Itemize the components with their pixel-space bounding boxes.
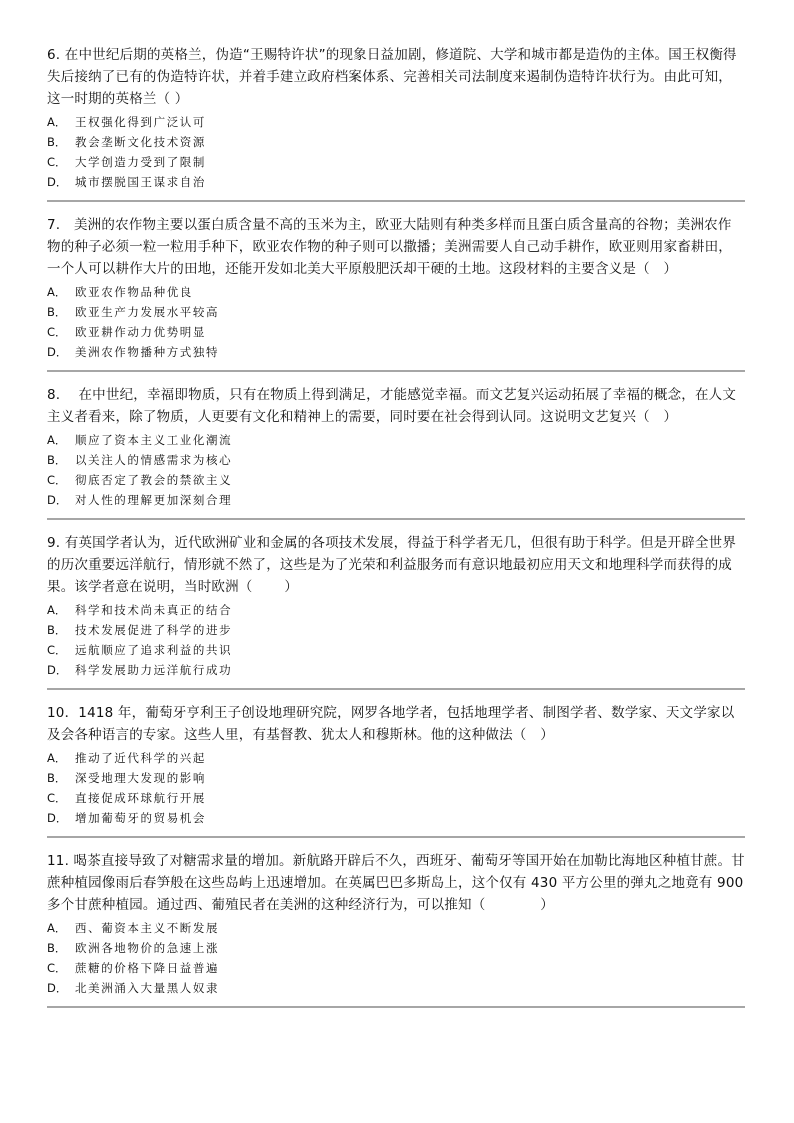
option-a[interactable] <box>47 600 745 620</box>
option-text: 科学发展助力远洋航行成功 <box>75 663 233 677</box>
question-stem: 8. 在中世纪，幸福即物质，只有在物质上得到满足，才能感觉幸福。而文艺复兴运动拓展了幸福的概念，在人文主义者看来，除了物质，人更要有文化和精神上的需要，同时要在社会得到认同。这说明文艺复兴（ ） <box>47 387 737 425</box>
option-list <box>47 918 745 998</box>
option-b[interactable] <box>47 620 745 640</box>
option-letter: D． <box>47 981 68 995</box>
option-d[interactable] <box>47 490 745 510</box>
option-letter: A． <box>47 285 67 299</box>
question-6 <box>47 44 745 192</box>
option-text: 增加葡萄牙的贸易机会 <box>75 811 206 825</box>
option-d[interactable] <box>47 660 745 680</box>
option-letter: C． <box>47 325 67 339</box>
option-letter: B． <box>47 771 67 785</box>
option-b[interactable] <box>47 450 745 470</box>
option-text: 城市摆脱国王谋求自治 <box>75 175 206 189</box>
option-d[interactable] <box>47 342 745 362</box>
option-text: 彻底否定了教会的禁欲主义 <box>75 473 233 487</box>
option-letter: B． <box>47 453 67 467</box>
option-text: 欧亚耕作动力优势明显 <box>75 325 206 339</box>
option-letter: C． <box>47 155 67 169</box>
option-letter: B． <box>47 135 67 149</box>
question-stem: 9. 有英国学者认为，近代欧洲矿业和金属的各项技术发展，得益于科学者无几，但很有助于科学。但是开辟全世界的历次重要远洋航行，情形就不然了，这些是为了光荣和利益服务而有意识地最初应用天文和地理科学而获得的成果。该学者意在说明，当时欧洲（ ） <box>47 535 737 595</box>
option-d[interactable] <box>47 808 745 828</box>
option-text: 顺应了资本主义工业化潮流 <box>75 433 233 447</box>
option-b[interactable] <box>47 938 745 958</box>
option-letter: B． <box>47 941 67 955</box>
option-letter: B． <box>47 623 67 637</box>
option-letter: B． <box>47 305 67 319</box>
option-list <box>47 282 745 362</box>
question-divider <box>47 370 745 372</box>
option-text: 直接促成环球航行开展 <box>75 791 206 805</box>
option-text: 以关注人的情感需求为核心 <box>75 453 233 467</box>
option-letter: D． <box>47 663 68 677</box>
question-stem: 11. 喝茶直接导致了对糖需求量的增加。新航路开辟后不久，西班牙、葡萄牙等国开始在加勒比海地区种植甘蔗。甘蔗种植园像雨后春笋般在这些岛屿上迅速增加。在英属巴巴多斯岛上，这个仅有 430 平方公里的弹丸之地竟有 900 多个甘蔗种植园。通过西、葡殖民者在美洲的这种经济行为，可以推知（ ） <box>47 853 745 913</box>
question-divider <box>47 1006 745 1008</box>
option-letter: C． <box>47 473 67 487</box>
option-text: 远航顺应了追求利益的共识 <box>75 643 233 657</box>
option-c[interactable] <box>47 152 745 172</box>
option-text: 教会垄断文化技术资源 <box>75 135 206 149</box>
question-11 <box>47 850 745 998</box>
question-divider <box>47 836 745 838</box>
option-d[interactable] <box>47 978 745 998</box>
option-c[interactable] <box>47 640 745 660</box>
option-d[interactable] <box>47 172 745 192</box>
option-list <box>47 748 745 828</box>
option-c[interactable] <box>47 470 745 490</box>
option-c[interactable] <box>47 958 745 978</box>
option-text: 对人性的理解更加深刻合理 <box>75 493 233 507</box>
option-a[interactable] <box>47 282 745 302</box>
option-c[interactable] <box>47 788 745 808</box>
option-letter: C． <box>47 643 67 657</box>
option-letter: A． <box>47 921 67 935</box>
option-text: 西、葡资本主义不断发展 <box>75 921 220 935</box>
option-list <box>47 600 745 680</box>
option-letter: C． <box>47 791 67 805</box>
option-letter: A． <box>47 433 67 447</box>
option-b[interactable] <box>47 302 745 322</box>
option-a[interactable] <box>47 918 745 938</box>
question-10 <box>47 702 745 828</box>
option-letter: D． <box>47 811 68 825</box>
option-list <box>47 430 745 510</box>
option-letter: A． <box>47 603 67 617</box>
option-letter: D． <box>47 345 68 359</box>
question-stem: 7. 美洲的农作物主要以蛋白质含量不高的玉米为主，欧亚大陆则有种类多样而且蛋白质含量高的谷物；美洲农作物的种子必须一粒一粒用手种下，欧亚农作物的种子则可以撒播；美洲需要人自己动手耕作，欧亚则用家畜耕田，一个人可以耕作大片的田地，还能开发如北美大平原般肥沃却干硬的土地。这段材料的主要含义是（ ） <box>47 217 732 277</box>
option-text: 欧亚生产力发展水平较高 <box>75 305 220 319</box>
option-text: 蔗糖的价格下降日益普遍 <box>75 961 220 975</box>
option-text: 科学和技术尚未真正的结合 <box>75 603 233 617</box>
question-divider <box>47 688 745 690</box>
option-a[interactable] <box>47 430 745 450</box>
option-text: 欧亚农作物品种优良 <box>75 285 193 299</box>
option-text: 北美洲涌入大量黑人奴隶 <box>75 981 220 995</box>
option-text: 欧洲各地物价的急速上涨 <box>75 941 220 955</box>
option-text: 美洲农作物播种方式独特 <box>75 345 220 359</box>
option-list <box>47 112 745 192</box>
option-text: 深受地理大发现的影响 <box>75 771 206 785</box>
question-7 <box>47 214 745 362</box>
question-9 <box>47 532 745 680</box>
option-letter: D． <box>47 493 68 507</box>
option-letter: A． <box>47 751 67 765</box>
option-letter: D． <box>47 175 68 189</box>
option-text: 大学创造力受到了限制 <box>75 155 206 169</box>
question-stem: 10．1418 年，葡萄牙亨利王子创设地理研究院，网罗各地学者，包括地理学者、制图学者、数学家、天文学家以及会各种语言的专家。这些人里，有基督教、犹太人和穆斯林。他的这种做法（ ） <box>47 705 735 743</box>
question-8 <box>47 384 745 510</box>
option-text: 推动了近代科学的兴起 <box>75 751 206 765</box>
option-letter: C． <box>47 961 67 975</box>
option-letter: A． <box>47 115 67 129</box>
option-text: 王权强化得到广泛认可 <box>75 115 206 129</box>
question-divider <box>47 200 745 202</box>
option-b[interactable] <box>47 132 745 152</box>
exam-page <box>47 44 745 1020</box>
option-c[interactable] <box>47 322 745 342</box>
question-divider <box>47 518 745 520</box>
option-a[interactable] <box>47 748 745 768</box>
question-stem: 6. 在中世纪后期的英格兰，伪造“王赐特许状”的现象日益加剧，修道院、大学和城市都是造伪的主体。国王权衡得失后接纳了已有的伪造特许状，并着手建立政府档案体系、完善相关司法制度来遏制伪造特许状行为。由此可知，这一时期的英格兰（ ） <box>47 47 737 107</box>
option-b[interactable] <box>47 768 745 788</box>
option-a[interactable] <box>47 112 745 132</box>
option-text: 技术发展促进了科学的进步 <box>75 623 233 637</box>
